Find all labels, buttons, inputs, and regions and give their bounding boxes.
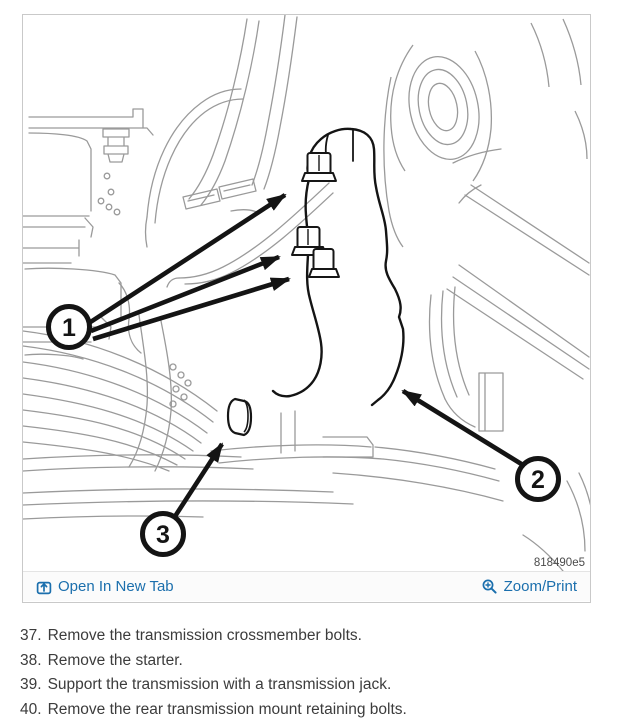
zoom-print-link[interactable] <box>481 578 577 595</box>
step-39 <box>20 673 628 698</box>
callout-2 <box>518 459 559 500</box>
bellhousing-ovals-art <box>384 19 587 247</box>
magnifier-plus-icon <box>481 578 498 595</box>
open-in-new-tab-link[interactable] <box>36 578 174 595</box>
frame-rail-art <box>430 149 590 571</box>
figure-code: 818490e5 <box>533 557 585 569</box>
step-number: 37. <box>20 627 42 644</box>
bolt-3 <box>309 249 339 277</box>
step-40 <box>20 698 628 722</box>
step-37 <box>20 624 628 649</box>
callout-1-label: 1 <box>62 314 76 342</box>
figure-card <box>22 14 591 603</box>
procedure-steps <box>20 624 628 722</box>
fender-arch-art <box>146 89 244 247</box>
step-text: Remove the transmission crossmember bolts. <box>47 627 362 644</box>
step-number: 38. <box>20 651 42 669</box>
callout-1 <box>49 307 90 348</box>
figure-toolbar <box>23 571 590 601</box>
crossmember-art <box>23 411 503 519</box>
step-number: 39. <box>20 676 42 693</box>
technical-diagram <box>23 15 590 571</box>
step-number: 40. <box>20 700 42 718</box>
ribbed-housing-art <box>23 331 217 471</box>
step-text: Remove the rear transmission mount retaining bolts. <box>47 700 407 718</box>
mount-insulator <box>228 399 251 435</box>
callout-3-label: 3 <box>156 521 170 549</box>
step-38 <box>20 649 628 674</box>
step-text: Support the transmission with a transmission jack. <box>47 676 392 693</box>
zoom-print-label: Zoom/Print <box>503 578 577 595</box>
figure-area <box>23 15 590 571</box>
open-in-new-tab-label: Open In New Tab <box>58 578 174 595</box>
callout-2-label: 2 <box>531 466 545 494</box>
bolt-1 <box>302 153 336 181</box>
exhaust-pipes-art <box>183 15 297 213</box>
open-in-new-tab-icon <box>36 579 52 595</box>
step-text: Remove the starter. <box>47 651 183 669</box>
callout-3 <box>143 514 184 555</box>
